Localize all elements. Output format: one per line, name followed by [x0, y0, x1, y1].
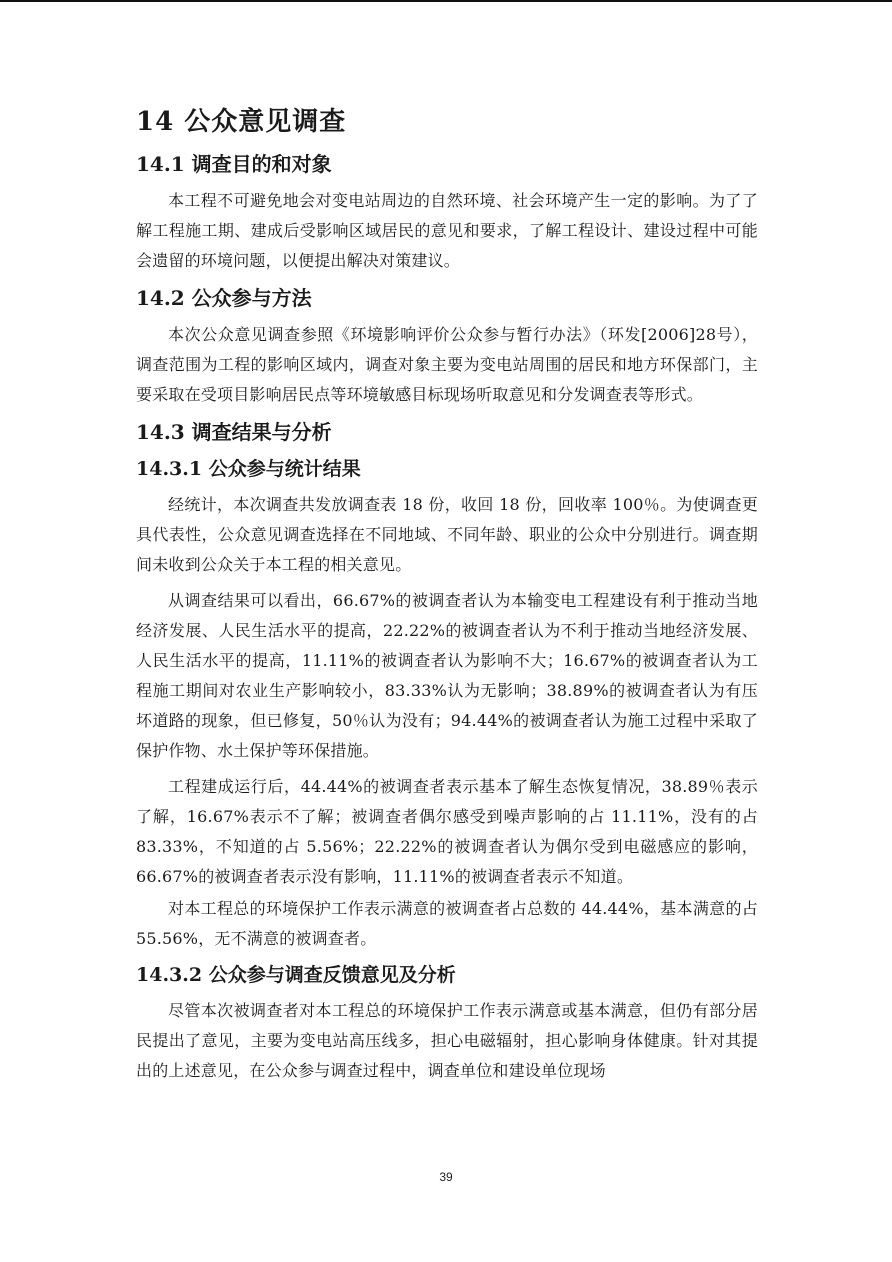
section-title-14-3: 14.3 调查结果与分析 — [136, 420, 332, 444]
chapter-title: 14 公众意见调查 — [136, 107, 347, 137]
paragraph: 对本工程总的环境保护工作表示满意的被调查者占总数的 44.44%，基本满意的占 55.56%，无不满意的被调查者。 — [136, 899, 758, 948]
paragraph: 本工程不可避免地会对变电站周边的自然环境、社会环境产生一定的影响。为了了解工程施工期、建成后受影响区域居民的意见和要求，了解工程设计、建设过程中可能会遗留的环境问题，以便提出解决对策建议。 — [136, 191, 758, 270]
section-title-14-2: 14.2 公众参与方法 — [136, 286, 312, 310]
paragraph: 本次公众意见调查参照《环境影响评价公众参与暂行办法》（环发[2006]28号），调查范围为工程的影响区域内，调查对象主要为变电站周围的居民和地方环保部门，主要采取在受项目影响居民点等环境敏感目标现场听取意见和分发调查表等形式。 — [136, 325, 758, 404]
page-content — [136, 104, 758, 1088]
page-number: 39 — [439, 1170, 453, 1184]
subsection-title-14-3-1: 14.3.1 公众参与统计结果 — [136, 458, 361, 480]
paragraph: 经统计，本次调查共发放调查表 18 份，收回 18 份，回收率 100％。为使调查更具代表性，公众意见调查选择在不同地域、不同年龄、职业的公众中分别进行。调查期间未收到公众关于本工程的相关意见。 — [136, 495, 758, 574]
paragraph: 工程建成运行后，44.44%的被调查者表示基本了解生态恢复情况，38.89％表示了解，16.67%表示不了解；被调查者偶尔感受到噪声影响的占 11.11%，没有的占 83.33%，不知道的占 5.56%；22.22%的被调查者认为偶尔受到电磁感应的影响，66.67%的被调查者表示没有影响，11.11%的被调查者表示不知道。 — [136, 777, 758, 886]
paragraph: 尽管本次被调查者对本工程总的环境保护工作表示满意或基本满意，但仍有部分居民提出了意见，主要为变电站高压线多，担心电磁辐射，担心影响身体健康。针对其提出的上述意见，在公众参与调查过程中，调查单位和建设单位现场 — [136, 1001, 758, 1080]
paragraph: 从调查结果可以看出，66.67%的被调查者认为本输变电工程建设有利于推动当地经济发展、人民生活水平的提高，22.22%的被调查者认为不利于推动当地经济发展、人民生活水平的提高，11.11%的被调查者认为影响不大；16.67%的被调查者认为工程施工期间对农业生产影响较小，83.33%认为无影响；38.89%的被调查者认为有压坏道路的现象，但已修复，50％认为没有；94.44%的被调查者认为施工过程中采取了保护作物、水土保护等环保措施。 — [136, 591, 758, 760]
subsection-title-14-3-2: 14.3.2 公众参与调查反馈意见及分析 — [136, 964, 456, 986]
section-title-14-1: 14.1 调查目的和对象 — [136, 152, 332, 176]
top-border-line — [0, 0, 892, 2]
